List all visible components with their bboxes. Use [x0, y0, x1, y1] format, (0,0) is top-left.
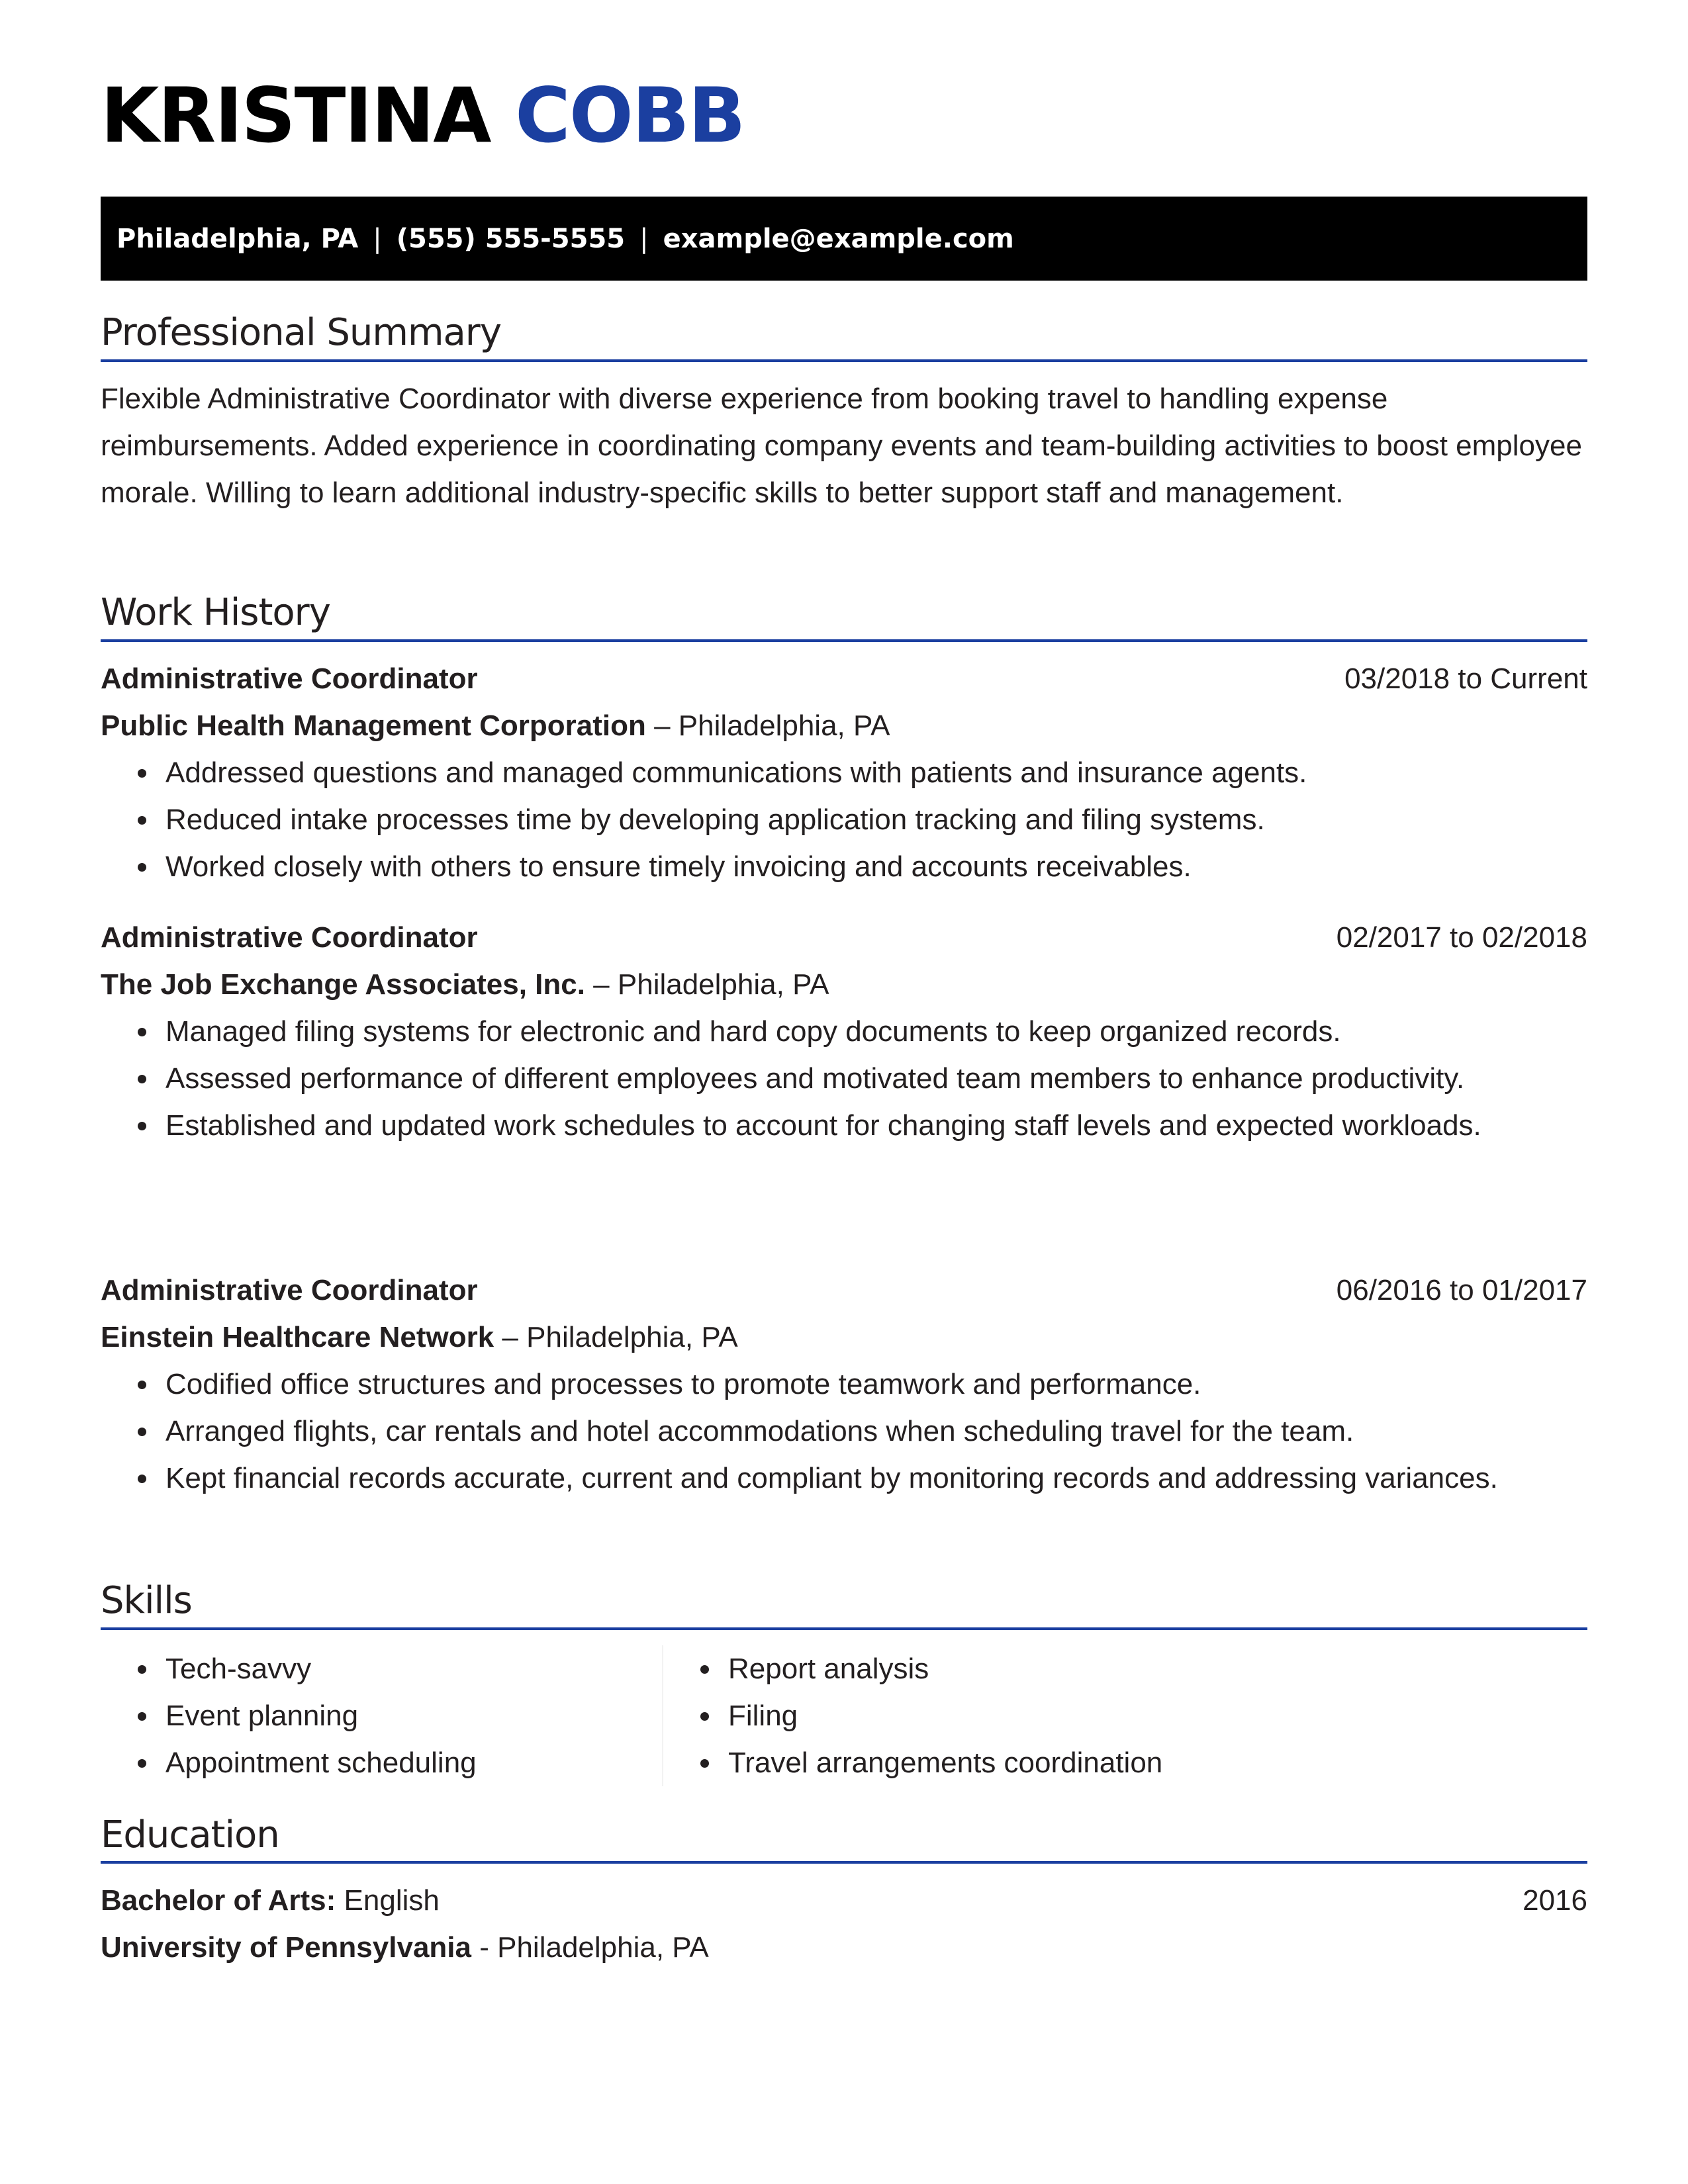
degree-separator: : — [326, 1884, 336, 1917]
summary-text: Flexible Administrative Coordinator with diverse experience from booking travel to handling expense reimbursements. Added experience in coordinating company events and team-building activities to boost employee morale. Willing to learn additional industry-specific skills to better support staff and management. — [101, 383, 1582, 509]
job-bullet: Assessed performance of different employees and motivated team members to enhance productivity. — [101, 1055, 1587, 1102]
job-entry — [101, 914, 1587, 1149]
section-title-work: Work History — [101, 591, 330, 634]
job-location: – Philadelphia, PA — [585, 968, 829, 1001]
section-rule — [101, 639, 1587, 642]
last-name: COBB — [515, 71, 745, 159]
job-bullets — [101, 749, 1587, 890]
skill-item: Travel arrangements coordination — [663, 1739, 1325, 1786]
degree-field: English — [336, 1884, 440, 1917]
job-organization: The Job Exchange Associates, Inc. — [101, 968, 585, 1001]
section-title-skills: Skills — [101, 1579, 192, 1622]
job-title: Administrative Coordinator — [101, 1274, 478, 1306]
section-rule — [101, 1627, 1587, 1630]
contact-separator: | — [373, 223, 382, 254]
section-rule — [101, 359, 1587, 362]
contact-email: example@example.com — [663, 223, 1014, 254]
job-title: Administrative Coordinator — [101, 662, 478, 695]
job-bullet: Reduced intake processes time by developing application tracking and filing systems. — [101, 796, 1587, 843]
degree: Bachelor of Arts — [101, 1884, 326, 1917]
job-bullet: Managed filing systems for electronic and hard copy documents to keep organized records. — [101, 1008, 1587, 1055]
graduation-year: 2016 — [1523, 1884, 1587, 1917]
job-bullets — [101, 1008, 1587, 1149]
contact-location: Philadelphia, PA — [117, 223, 359, 254]
education-entry — [101, 1877, 1587, 1971]
job-dates: 03/2018 to Current — [1344, 662, 1587, 695]
skills-column — [663, 1645, 1325, 1786]
contact-separator: | — [639, 223, 649, 254]
job-bullet: Established and updated work schedules to account for changing staff levels and expected workloads. — [101, 1102, 1587, 1149]
job-entry — [101, 655, 1587, 890]
section-rule — [101, 1861, 1587, 1864]
job-bullet: Codified office structures and processes to promote teamwork and performance. — [101, 1361, 1587, 1408]
job-dates: 06/2016 to 01/2017 — [1336, 1274, 1587, 1306]
skill-item: Event planning — [101, 1692, 763, 1739]
skills-list — [101, 1645, 1587, 1786]
job-entry — [101, 1267, 1587, 1502]
job-dates: 02/2017 to 02/2018 — [1336, 921, 1587, 954]
skill-item: Tech-savvy — [101, 1645, 763, 1692]
job-title: Administrative Coordinator — [101, 921, 478, 954]
job-location: – Philadelphia, PA — [645, 709, 890, 742]
contact-bar — [101, 197, 1587, 281]
job-location: – Philadelphia, PA — [494, 1321, 738, 1353]
job-bullet: Addressed questions and managed communications with patients and insurance agents. — [101, 749, 1587, 796]
job-bullets — [101, 1361, 1587, 1502]
job-bullet: Worked closely with others to ensure timely invoicing and accounts receivables. — [101, 843, 1587, 890]
skill-item: Filing — [663, 1692, 1325, 1739]
job-bullet: Kept financial records accurate, current and compliant by monitoring records and addressing variances. — [101, 1455, 1587, 1502]
section-title-education: Education — [101, 1813, 279, 1856]
first-name: KRISTINA — [101, 71, 491, 159]
job-organization: Einstein Healthcare Network — [101, 1321, 494, 1353]
skill-item: Appointment scheduling — [101, 1739, 763, 1786]
job-organization: Public Health Management Corporation — [101, 709, 646, 742]
school-location: - Philadelphia, PA — [471, 1931, 709, 1964]
job-bullet: Arranged flights, car rentals and hotel accommodations when scheduling travel for the team. — [101, 1408, 1587, 1455]
skill-item: Report analysis — [663, 1645, 1325, 1692]
contact-phone: (555) 555-5555 — [396, 223, 626, 254]
section-title-summary: Professional Summary — [101, 311, 501, 354]
school-name: University of Pennsylvania — [101, 1931, 471, 1964]
candidate-name — [101, 71, 745, 159]
